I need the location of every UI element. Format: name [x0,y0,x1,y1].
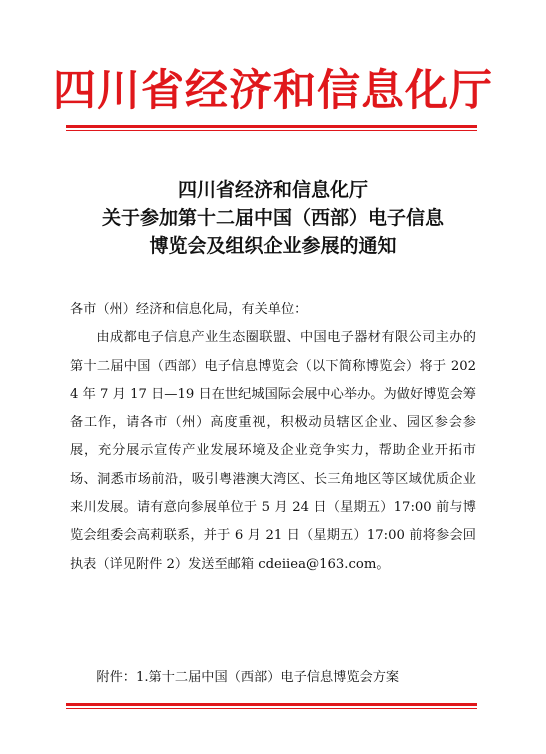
footer-rule-thick [66,703,477,706]
attachment-line: 附件：1.第十二届中国（西部）电子信息博览会方案 [96,670,400,685]
masthead-title: 四川省经济和信息化厅 [53,66,493,116]
title-line-3: 博览会及组织企业参展的通知 [149,235,397,257]
masthead-rule-thin [66,130,477,131]
masthead-rule-thick [66,125,477,128]
footer-rule-thin [66,708,477,709]
title-line-1: 四川省经济和信息化厅 [177,179,368,201]
salutation: 各市（州）经济和信息化局，有关单位： [70,302,308,317]
document-body [70,296,476,579]
title-line-2: 关于参加第十二届中国（西部）电子信息 [101,207,444,229]
document-title [0,176,546,260]
body-paragraph: 由成都电子信息产业生态圈联盟、中国电子器材有限公司主办的第十二届中国（西部）电子信息博览会（以下简称博览会）将于 2024 年 7 月 17 日—19 日在世纪城国际会展中心举办。为做好博览会筹备工作，请各市（州）高度重视，积极动员辖区企业、园区参会参展，充分展示宣传产业发展环境及企业竞争实力，帮助企业开拓市场、洞悉市场前沿，吸引粤港澳大湾区、长三角地区等区域优质企业来川发展。请有意向参展单位于 5 月 24 日（星期五）17:00 前与博览会组委会高莉联系，并于 6 月 21 日（星期五）17:00 前将参会回执表（详见附件 2）发送至邮箱 cdeiiea@163.com。 [70,330,476,572]
